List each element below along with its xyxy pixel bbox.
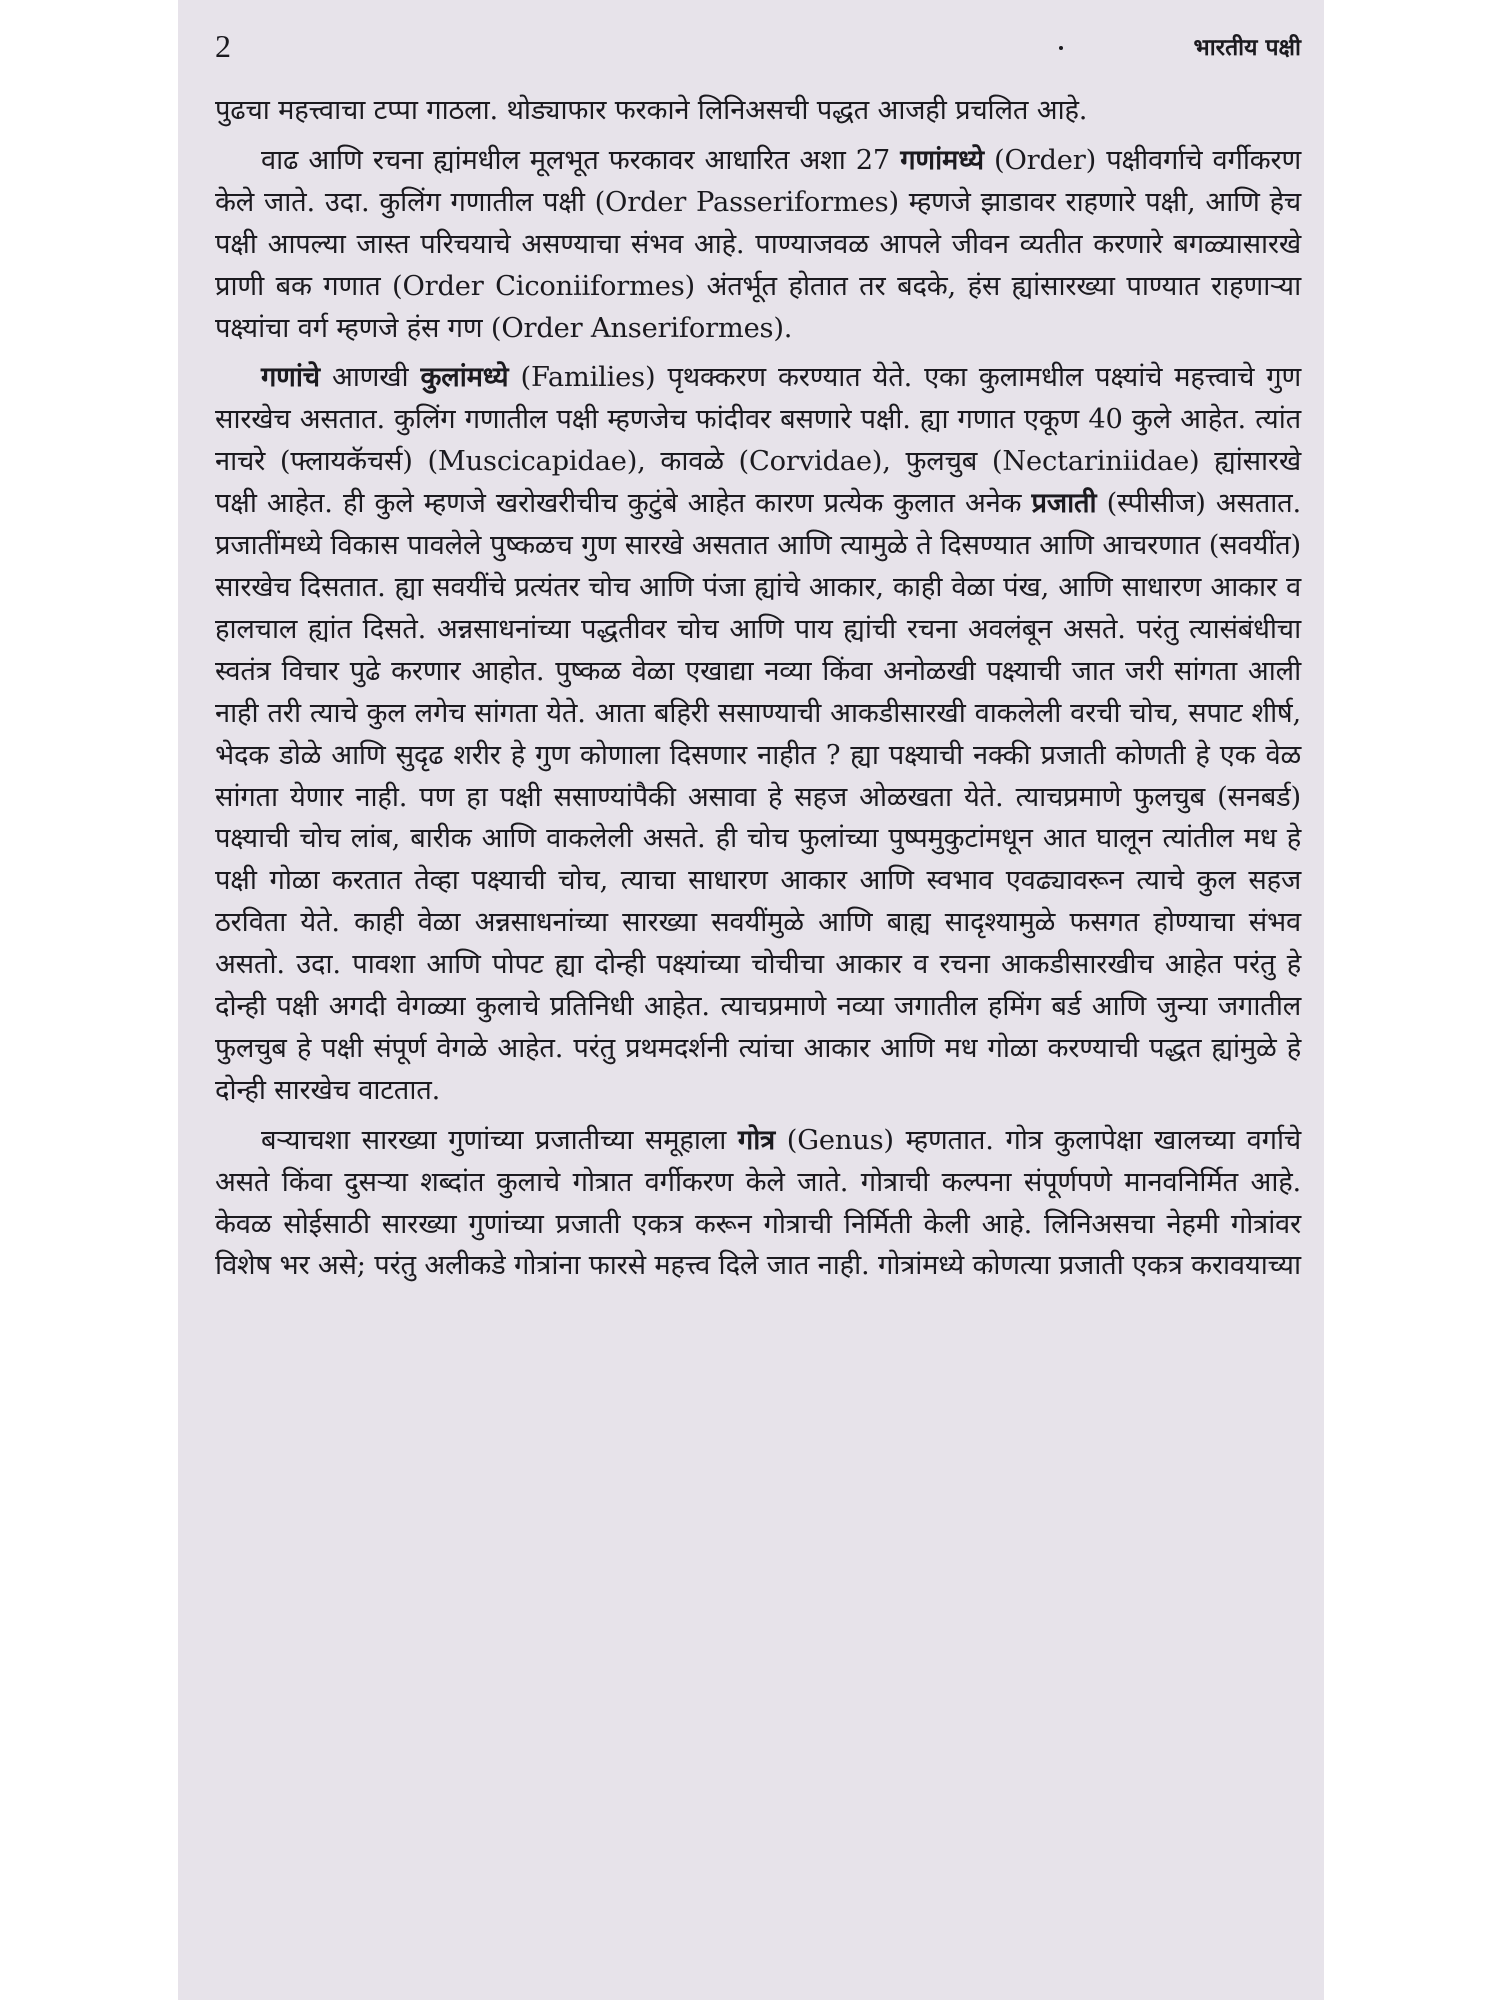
paragraph-genus: बऱ्याचशा सारख्या गुणांच्या प्रजातीच्या समूहाला गोत्र (Genus) म्हणतात. गोत्र कुलापेक्षा खालच्या वर्गाचे असते किंवा दुसऱ्या शब्दांत कुलाचे गोत्रात वर्गीकरण केले जाते. गोत्राची कल्पना संपूर्णपणे मानवनिर्मित आहे. केवळ सोईसाठी सारख्या गुणांच्या प्रजाती एकत्र करून गोत्राची निर्मिती केली आहे. लिनिअसचा नेहमी गोत्रांवर विशेष भर असे; परंतु अलीकडे गोत्रांना फारसे महत्त्व दिले जात नाही. गोत्रांमध्ये कोणत्या प्रजाती एकत्र करावयाच्या xyxy=(215,1123,1301,1282)
page-header xyxy=(215,24,1301,78)
header-dot xyxy=(1059,46,1063,50)
running-title: भारतीय पक्षी xyxy=(1193,35,1301,61)
paragraph-families: गणांचे आणखी कुलांमध्ये (Families) पृथक्करण करण्यात येते. एका कुलामधील पक्ष्यांचे महत्त्वाचे गुण सारखेच असतात. कुलिंग गणातील पक्षी म्हणजेच फांदीवर बसणारे पक्षी. ह्या गणात एकूण 40 कुले आहेत. त्यांत नाचरे (फ्लायकॅचर्स) (Muscicapidae), कावळे (Corvidae), फुलचुब (Nectariniidae) ह्यांसारखे पक्षी आहेत. ही कुले म्हणजे खरोखरीचीच कुटुंबे आहेत कारण प्रत्येक कुलात अनेक प्रजाती (स्पीसीज) असतात. प्रजातींमध्ये विकास पावलेले पुष्कळच गुण सारखे असतात आणि त्यामुळे ते दिसण्यात आणि आचरणात (सवयींत) सारखेच दिसतात. ह्या सवयींचे प्रत्यंतर चोच आणि पंजा ह्यांचे आकार, काही वेळा पंख, आणि साधारण आकार व हालचाल ह्यांत दिसते. अन्नसाधनांच्या पद्धतीवर चोच आणि पाय ह्यांची रचना अवलंबून असते. परंतु त्यासंबंधीचा स्वतंत्र विचार पुढे करणार आहोत. पुष्कळ वेळा एखाद्या नव्या किंवा अनोळखी पक्ष्याची जात जरी सांगता आली नाही तरी त्याचे कुल लगेच सांगता येते. आता बहिरी ससाण्याची आकडीसारखी वाकलेली वरची चोच, सपाट शीर्ष, भेदक डोळे आणि सुदृढ शरीर हे गुण कोणाला दिसणार नाहीत ? ह्या पक्ष्याची नक्की प्रजाती कोणती हे एक वेळ सांगता येणार नाही. पण हा पक्षी ससाण्यांपैकी असावा हे सहज ओळखता येते. त्याचप्रमाणे फुलचुब (सनबर्ड) पक्ष्याची चोच लांब, बारीक आणि वाकलेली असते. ही चोच फुलांच्या पुष्पमुकुटांमधून आत घालून त्यांतील मध हे पक्षी गोळा करतात तेव्हा पक्ष्याची चोच, त्याचा साधारण आकार आणि स्वभाव एवढ्यावरून त्याचे कुल सहज ठरविता येते. काही वेळा अन्नसाधनांच्या सारख्या सवयींमुळे आणि बाह्य सादृश्यामुळे फसगत होण्याचा संभव असतो. उदा. पावशा आणि पोपट ह्या दोन्ही पक्ष्यांच्या चोचीचा आकार व रचना आकडीसारखीच आहेत परंतु हे दोन्ही पक्षी अगदी वेगळ्या कुलाचे प्रतिनिधी आहेत. त्याचप्रमाणे नव्या जगातील हमिंग बर्ड आणि जुन्या जगातील फुलचुब हे पक्षी संपूर्ण वेगळे आहेत. परंतु प्रथमदर्शनी त्यांचा आकार आणि मध गोळा करण्याची पद्धत ह्यांमुळे हे दोन्ही सारखेच वाटतात. xyxy=(215,361,1301,1106)
term-orders: गणांमध्ये xyxy=(900,143,984,176)
term-genus: गोत्र xyxy=(737,1123,776,1156)
paragraph-orders: वाढ आणि रचना ह्यांमधील मूलभूत फरकावर आधारित अशा 27 गणांमध्ये (Order) पक्षीवर्गाचे वर्गीकरण केले जाते. उदा. कुलिंग गणातील पक्षी (Order Passeriformes) म्हणजे झाडावर राहणारे पक्षी, आणि हेच पक्षी आपल्या जास्त परिचयाचे असण्याचा संभव आहे. पाण्याजवळ आपले जीवन व्यतीत करणारे बगळ्यासारखे प्राणी बक गणात (Order Ciconiiformes) अंतर्भूत होतात तर बदके, हंस ह्यांसारख्या पाण्यात राहणाऱ्या पक्ष्यांचा वर्ग म्हणजे हंस गण (Order Anseriformes). xyxy=(215,143,1301,344)
body-text xyxy=(215,90,1301,1287)
term-orders-plural: गणांचे xyxy=(261,361,320,394)
book-page xyxy=(178,0,1324,2000)
term-species: प्रजाती xyxy=(1031,487,1097,520)
page-number: 2 xyxy=(215,28,231,64)
paragraph-continuation: पुढचा महत्त्वाचा टप्पा गाठला. थोड्याफार फरकाने लिनिअसची पद्धत आजही प्रचलित आहे. xyxy=(215,95,1088,126)
term-families: कुलांमध्ये xyxy=(420,361,509,394)
